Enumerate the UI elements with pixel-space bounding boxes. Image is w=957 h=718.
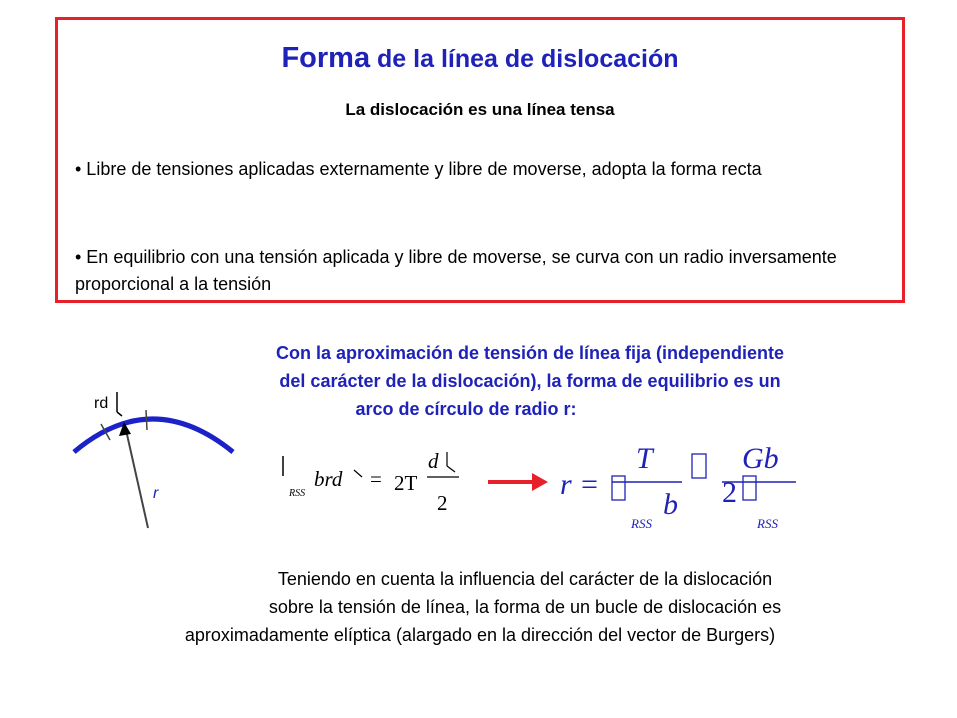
dislocation-arc [74, 419, 233, 452]
eq2-sub2: RSS [757, 516, 778, 531]
closing-line-3: aproximadamente elíptica (alargado en la dirección del vector de Burgers) [184, 625, 776, 645]
equation-force-balance [283, 449, 459, 515]
closing-paragraph [60, 565, 900, 649]
eq1-coefficient: 2T [394, 471, 418, 495]
slide-title-rest: de la línea de dislocación [370, 45, 679, 73]
slide-title-first-word: Forma [281, 42, 371, 74]
bullet-curved-line: • En equilibrio con una tensión aplicada y libre de moverse, se curva con un radio inversamente proporcional a la tensión [75, 247, 837, 294]
dislocation-arc-figure [74, 392, 233, 528]
equation-radius [560, 442, 796, 531]
eq1-equals: = [370, 467, 382, 491]
tau-placeholder-1 [612, 476, 625, 500]
eq2-numerator1: T [636, 442, 653, 475]
implies-arrow [488, 473, 548, 491]
eq1-lhs: brd [314, 467, 343, 491]
intro-line-3: arco de círculo de radio r: [355, 399, 577, 419]
eq2-lhs: r = [560, 468, 600, 501]
tau-placeholder-2 [743, 476, 756, 500]
eq2-denominator1: b [663, 488, 678, 521]
label-rd: rd [94, 395, 109, 412]
label-rd-mark-corner [117, 412, 122, 416]
eq1-theta-placeholder [354, 470, 362, 477]
slide-subtitle: La dislocación es una línea tensa [345, 100, 615, 119]
arrow-head [532, 473, 548, 491]
closing-line-1: Teniendo en cuenta la influencia del carácter de la dislocación [277, 569, 773, 589]
eq2-sub1: RSS [631, 516, 652, 531]
eq1-numerator: d [428, 449, 439, 473]
eq1-theta-numerator-tail [447, 466, 455, 472]
arc-segment-right-tick [146, 410, 147, 430]
eq1-subscript: RSS [289, 488, 306, 499]
intro-line-2: del carácter de la dislocación), la forma de equilibrio es un [279, 371, 781, 391]
approx-placeholder [692, 454, 706, 478]
radius-line [126, 430, 148, 528]
closing-line-2: sobre la tensión de línea, la forma de un bucle de dislocación es [268, 597, 782, 617]
label-r: r [153, 485, 159, 502]
eq1-denominator: 2 [437, 491, 448, 515]
eq2-denominator2: 2 [722, 476, 737, 509]
bullet-straight-line: • Libre de tensiones aplicadas externamente y libre de moverse, adopta la forma recta [75, 159, 762, 179]
intro-line-1: Con la aproximación de tensión de línea fija (independiente [275, 343, 785, 363]
eq2-numerator2: Gb [742, 442, 779, 475]
